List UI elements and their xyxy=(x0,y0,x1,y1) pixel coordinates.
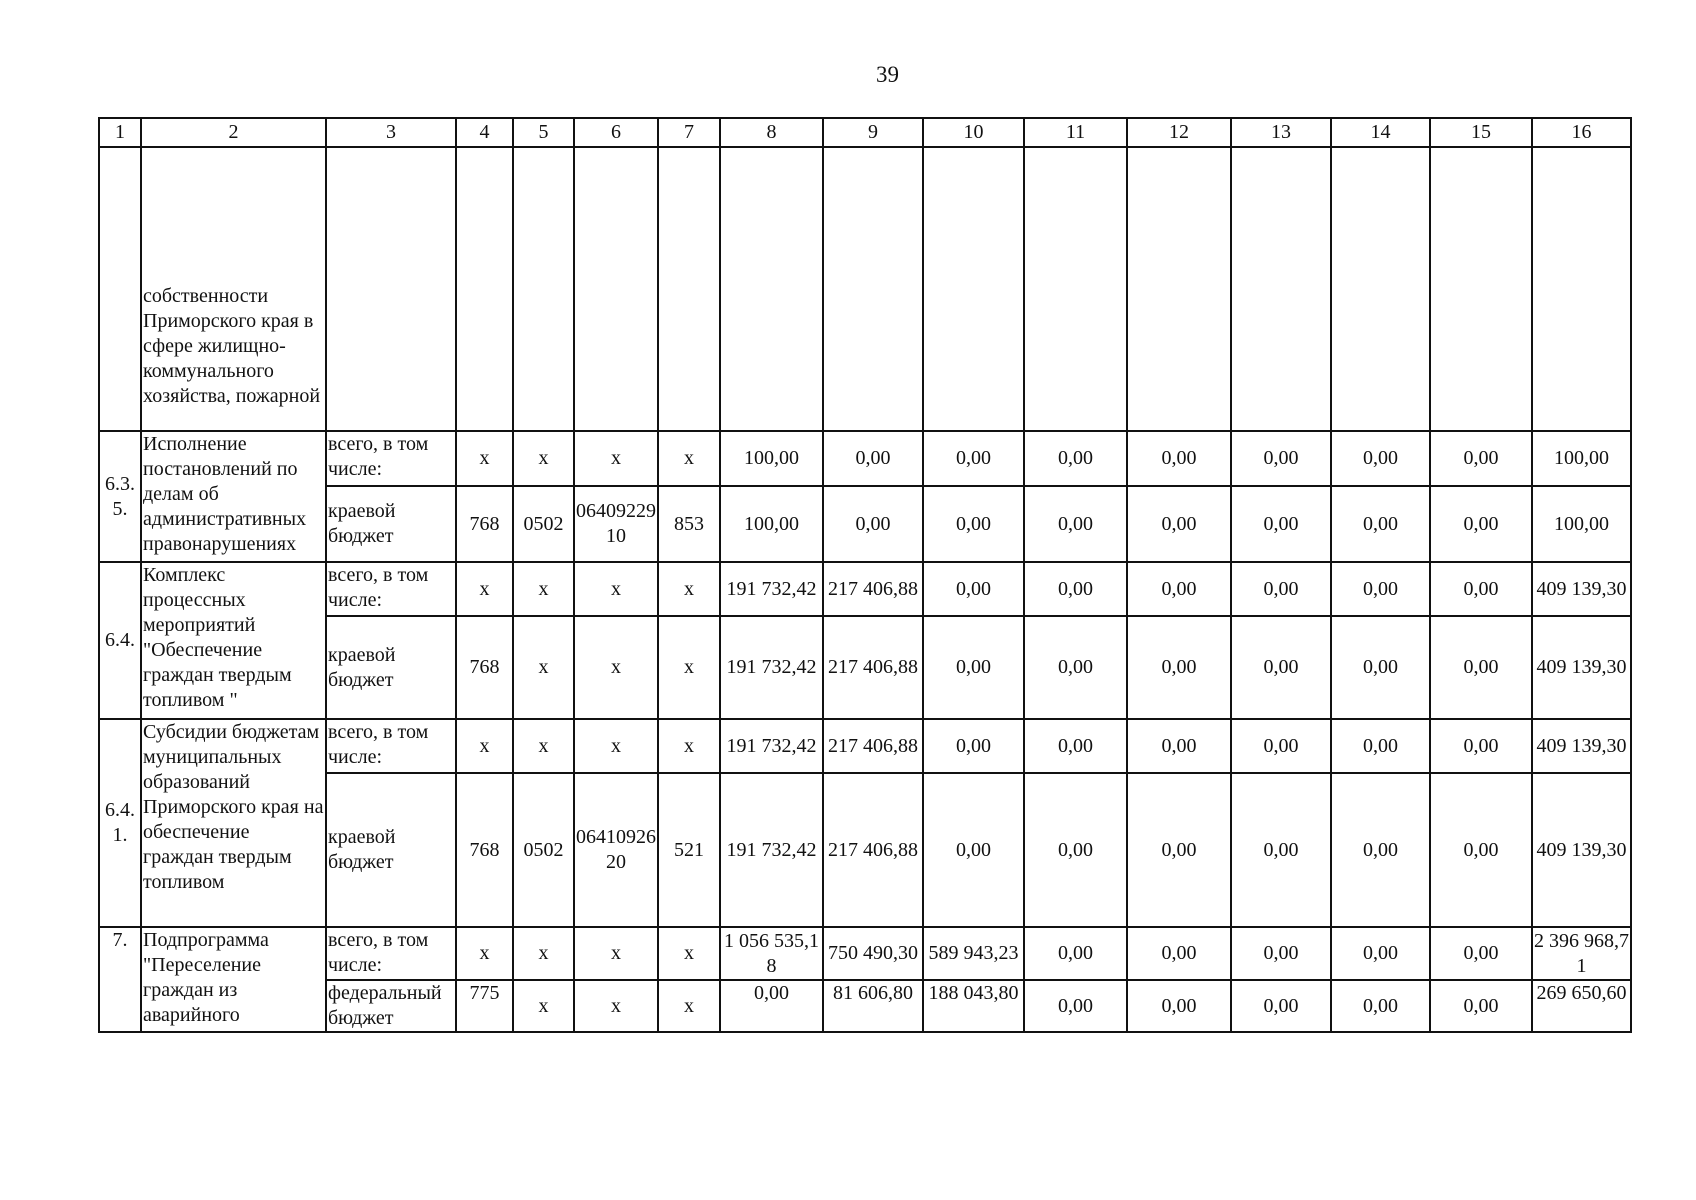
cell: 100,00 xyxy=(1532,431,1631,486)
cell: х xyxy=(456,562,513,616)
cell: 0,00 xyxy=(1430,773,1532,927)
cell: 0502 xyxy=(513,486,574,562)
cell: 0,00 xyxy=(1127,616,1231,719)
empty-cell xyxy=(923,147,1024,431)
col-header: 1 xyxy=(99,118,141,147)
empty-cell xyxy=(658,147,720,431)
cell: 0,00 xyxy=(1024,562,1127,616)
table-row xyxy=(99,980,1631,1032)
cell: 768 xyxy=(456,773,513,927)
cell: 0,00 xyxy=(1231,719,1331,773)
cell: 0,00 xyxy=(1127,773,1231,927)
cell: х xyxy=(658,927,720,980)
cell: х xyxy=(513,980,574,1032)
cell: 81 606,80 xyxy=(823,980,923,1032)
cell: 409 139,30 xyxy=(1532,616,1631,719)
cell: 0,00 xyxy=(823,431,923,486)
cell: 0,00 xyxy=(1024,486,1127,562)
cell: 521 xyxy=(658,773,720,927)
cell: 0,00 xyxy=(1331,486,1430,562)
table-row xyxy=(99,773,1631,927)
cell: 100,00 xyxy=(1532,486,1631,562)
cell: 0,00 xyxy=(823,486,923,562)
cell: 0,00 xyxy=(1024,773,1127,927)
cell: 188 043,80 xyxy=(923,980,1024,1032)
cell: 409 139,30 xyxy=(1532,719,1631,773)
cell: 217 406,88 xyxy=(823,719,923,773)
cell: 0,00 xyxy=(1430,616,1532,719)
cell: х xyxy=(658,980,720,1032)
col-header: 8 xyxy=(720,118,823,147)
cell: 100,00 xyxy=(720,486,823,562)
cell: 0,00 xyxy=(923,431,1024,486)
cell: 0,00 xyxy=(1127,980,1231,1032)
source-label: всего, в том числе: xyxy=(326,719,456,773)
row-name xyxy=(141,147,326,431)
cell: 217 406,88 xyxy=(823,562,923,616)
cell: 768 xyxy=(456,486,513,562)
table-row xyxy=(99,616,1631,719)
cell: 589 943,23 xyxy=(923,927,1024,980)
col-header: 13 xyxy=(1231,118,1331,147)
row-number: 6.4. xyxy=(99,562,141,719)
continuation-row xyxy=(99,147,1631,431)
cell: 0,00 xyxy=(923,773,1024,927)
empty-cell xyxy=(456,147,513,431)
cell: х xyxy=(658,431,720,486)
cell: 0,00 xyxy=(1331,980,1430,1032)
cell: 0,00 xyxy=(1024,431,1127,486)
cell: 0,00 xyxy=(1430,719,1532,773)
table-row xyxy=(99,719,1631,773)
cell: 0,00 xyxy=(1231,431,1331,486)
cell: 0,00 xyxy=(1430,431,1532,486)
row-number xyxy=(99,147,141,431)
cell: х xyxy=(513,719,574,773)
cell: 217 406,88 xyxy=(823,773,923,927)
col-header: 6 xyxy=(574,118,658,147)
cell: 0502 xyxy=(513,773,574,927)
cell: 0,00 xyxy=(1127,719,1231,773)
empty-cell xyxy=(574,147,658,431)
cell: 750 490,30 xyxy=(823,927,923,980)
col-header: 10 xyxy=(923,118,1024,147)
cell: 0,00 xyxy=(1331,773,1430,927)
cell: 0,00 xyxy=(1024,719,1127,773)
cell: 191 732,42 xyxy=(720,562,823,616)
row-number: 6.3.5. xyxy=(99,431,141,562)
source-label: краевой бюджет xyxy=(326,486,456,562)
cell: 0,00 xyxy=(1127,431,1231,486)
row-name: Комплекс процессных мероприятий "Обеспечение граждан твердым топливом " xyxy=(141,562,326,719)
empty-cell xyxy=(513,147,574,431)
cell: 0,00 xyxy=(1430,980,1532,1032)
cell: 0641092620 xyxy=(574,773,658,927)
cell: х xyxy=(574,980,658,1032)
table-row xyxy=(99,927,1631,980)
cell: 269 650,60 xyxy=(1532,980,1631,1032)
col-header: 5 xyxy=(513,118,574,147)
cell: х xyxy=(513,927,574,980)
cell: 2 396 968,71 xyxy=(1532,927,1631,980)
cell: х xyxy=(513,616,574,719)
cell: 409 139,30 xyxy=(1532,562,1631,616)
cell: 0,00 xyxy=(1127,927,1231,980)
col-header: 9 xyxy=(823,118,923,147)
cell: 853 xyxy=(658,486,720,562)
cell: 0,00 xyxy=(923,562,1024,616)
cell: 0,00 xyxy=(1231,486,1331,562)
cell: х xyxy=(456,431,513,486)
cell: х xyxy=(574,562,658,616)
table-row xyxy=(99,486,1631,562)
cell: 768 xyxy=(456,616,513,719)
empty-cell xyxy=(326,147,456,431)
cell: х xyxy=(658,616,720,719)
cell: 0,00 xyxy=(1430,562,1532,616)
empty-cell xyxy=(1231,147,1331,431)
cell: х xyxy=(574,927,658,980)
row-number: 7. xyxy=(99,927,141,1032)
cell: х xyxy=(658,562,720,616)
empty-cell xyxy=(1430,147,1532,431)
cell: 1 056 535,18 xyxy=(720,927,823,980)
row-name: Подпрограмма "Переселение граждан из аварийного xyxy=(141,927,326,1032)
row-name: Субсидии бюджетам муниципальных образований Приморского края на обеспечение граждан твердым топливом xyxy=(141,719,326,927)
cell: 0,00 xyxy=(1430,486,1532,562)
cell: 0,00 xyxy=(1231,980,1331,1032)
col-header: 15 xyxy=(1430,118,1532,147)
row-name: Исполнение постановлений по делам об административных правонарушениях xyxy=(141,431,326,562)
empty-cell xyxy=(1331,147,1430,431)
cell: 0,00 xyxy=(1024,980,1127,1032)
table-row xyxy=(99,562,1631,616)
col-header: 2 xyxy=(141,118,326,147)
cell: 0,00 xyxy=(923,486,1024,562)
cell: 0,00 xyxy=(1231,616,1331,719)
cell: 0,00 xyxy=(1331,431,1430,486)
source-label: всего, в том числе: xyxy=(326,431,456,486)
budget-table xyxy=(98,117,1632,1033)
header-row xyxy=(99,118,1631,147)
cell: 191 732,42 xyxy=(720,616,823,719)
empty-cell xyxy=(720,147,823,431)
cell: 0,00 xyxy=(1231,562,1331,616)
cell: х xyxy=(658,719,720,773)
cell: х xyxy=(574,616,658,719)
cell: х xyxy=(574,431,658,486)
source-label: федеральный бюджет xyxy=(326,980,456,1032)
col-header: 4 xyxy=(456,118,513,147)
cell: 0,00 xyxy=(1331,562,1430,616)
continuation-text: собственности Приморского края в сфере жилищно-коммунального хозяйства, пожарной xyxy=(143,285,321,407)
col-header: 12 xyxy=(1127,118,1231,147)
page-number: 39 xyxy=(876,62,899,87)
cell: х xyxy=(456,719,513,773)
cell: 0,00 xyxy=(1024,927,1127,980)
col-header: 3 xyxy=(326,118,456,147)
cell: х xyxy=(456,927,513,980)
cell: 0,00 xyxy=(1331,719,1430,773)
col-header: 16 xyxy=(1532,118,1631,147)
source-label: всего, в том числе: xyxy=(326,562,456,616)
cell: 0,00 xyxy=(923,719,1024,773)
cell: х xyxy=(574,719,658,773)
source-label: всего, в том числе: xyxy=(326,927,456,980)
cell: х xyxy=(513,431,574,486)
cell: 217 406,88 xyxy=(823,616,923,719)
row-number: 6.4.1. xyxy=(99,719,141,927)
source-label: краевой бюджет xyxy=(326,616,456,719)
cell: 191 732,42 xyxy=(720,719,823,773)
cell: 0,00 xyxy=(1127,486,1231,562)
cell: 0,00 xyxy=(1331,927,1430,980)
cell: х xyxy=(513,562,574,616)
cell: 100,00 xyxy=(720,431,823,486)
cell: 191 732,42 xyxy=(720,773,823,927)
cell: 409 139,30 xyxy=(1532,773,1631,927)
cell: 0,00 xyxy=(1430,927,1532,980)
empty-cell xyxy=(1024,147,1127,431)
cell: 0,00 xyxy=(1127,562,1231,616)
empty-cell xyxy=(1127,147,1231,431)
source-label: краевой бюджет xyxy=(326,773,456,927)
col-header: 7 xyxy=(658,118,720,147)
empty-cell xyxy=(823,147,923,431)
cell: 775 xyxy=(456,980,513,1032)
cell: 0,00 xyxy=(1024,616,1127,719)
cell: 0,00 xyxy=(1331,616,1430,719)
cell: 0,00 xyxy=(720,980,823,1032)
col-header: 14 xyxy=(1331,118,1430,147)
col-header: 11 xyxy=(1024,118,1127,147)
empty-cell xyxy=(1532,147,1631,431)
cell: 0,00 xyxy=(1231,773,1331,927)
cell: 0640922910 xyxy=(574,486,658,562)
cell: 0,00 xyxy=(923,616,1024,719)
cell: 0,00 xyxy=(1231,927,1331,980)
table-row xyxy=(99,431,1631,486)
